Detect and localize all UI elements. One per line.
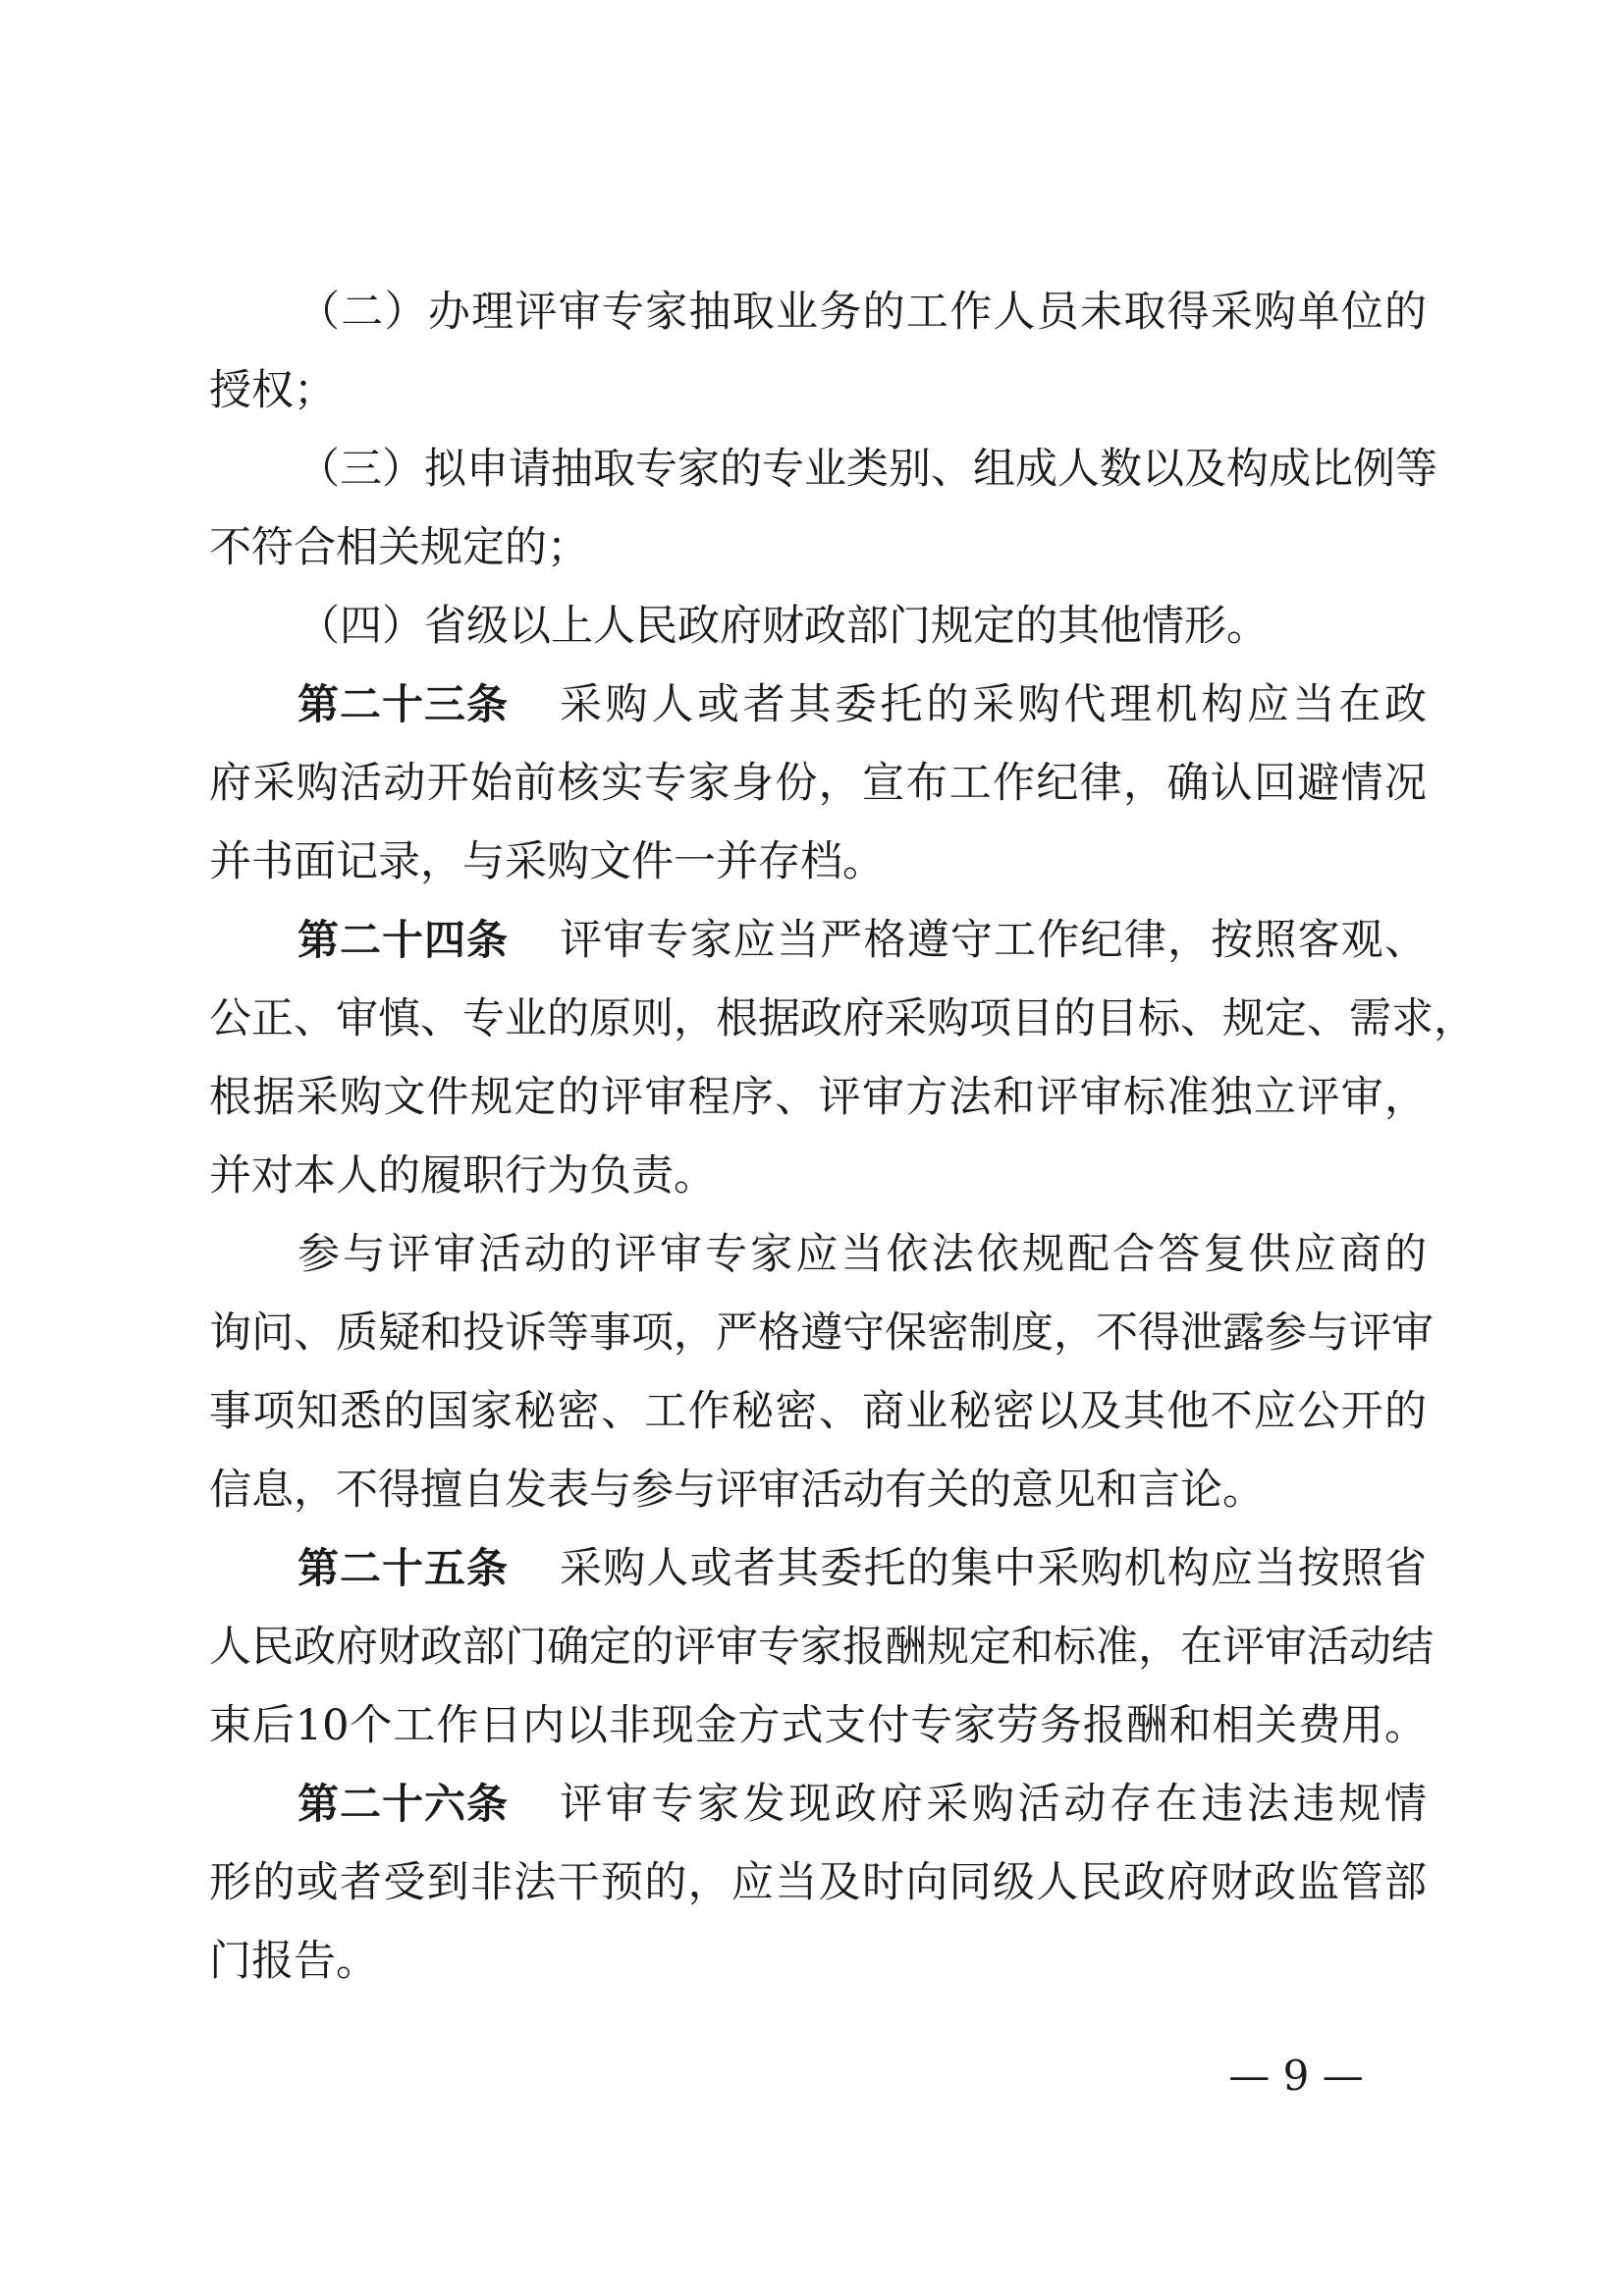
article-number: 第二十六条 bbox=[298, 1780, 510, 1828]
paragraph-line: 并书面记录，与采购文件一并存档。 bbox=[209, 837, 885, 886]
paragraph-line: 形的或者受到非法干预的，应当及时向同级人民政府财政监管部 bbox=[209, 1858, 1427, 1907]
paragraph-line: 并对本人的履职行为负责。 bbox=[209, 1151, 716, 1201]
paragraph-line: 门报告。 bbox=[209, 1937, 378, 1986]
paragraph-line: 询问、质疑和投诉等事项，严格遵守保密制度，不得泄露参与评审 bbox=[209, 1308, 1434, 1358]
paragraph-line: 参与评审活动的评审专家应当依法依规配合答复供应商的 bbox=[298, 1230, 1427, 1279]
paragraph-line: 府采购活动开始前核实专家身份，宣布工作纪律，确认回避情况 bbox=[209, 759, 1427, 808]
paragraph-line: 信息，不得擅自发表与参与评审活动有关的意见和言论。 bbox=[209, 1466, 1265, 1515]
paragraph-line: 人民政府财政部门确定的评审专家报酬规定和标准，在评审活动结 bbox=[209, 1623, 1434, 1672]
article-number: 第二十五条 bbox=[298, 1544, 510, 1592]
page-number: — 9 — bbox=[1228, 2052, 1364, 2100]
paragraph-line: 事项知悉的国家秘密、工作秘密、商业秘密以及其他不应公开的 bbox=[209, 1387, 1427, 1436]
article-23-first-line bbox=[298, 675, 1427, 734]
paragraph-line: （四）省级以上人民政府财政部门规定的其他情形。 bbox=[298, 602, 1269, 651]
paragraph-text: 采购人或者其委托的采购代理机构应当在政 bbox=[560, 680, 1427, 729]
paragraph-line: （三）拟申请抽取专家的专业类别、组成人数以及构成比例等 bbox=[298, 445, 1437, 494]
article-25-first-line bbox=[298, 1539, 1427, 1598]
paragraph-line: 授权； bbox=[209, 366, 336, 415]
paragraph-line: 束后10个工作日内以非现金方式支付专家劳务报酬和相关费用。 bbox=[209, 1701, 1427, 1750]
paragraph-text: 评审专家发现政府采购活动存在违法违规情 bbox=[560, 1780, 1427, 1829]
paragraph-line: 公正、审慎、专业的原则，根据政府采购项目的目标、规定、需求， bbox=[209, 994, 1476, 1043]
paragraph-line: （二）办理评审专家抽取业务的工作人员未取得采购单位的 bbox=[298, 288, 1427, 337]
article-number: 第二十三条 bbox=[298, 680, 510, 728]
paragraph-line: 根据采购文件规定的评审程序、评审方法和评审标准独立评审， bbox=[209, 1073, 1427, 1122]
article-number: 第二十四条 bbox=[298, 916, 510, 964]
article-26-first-line bbox=[298, 1775, 1427, 1834]
paragraph-line: 不符合相关规定的； bbox=[209, 523, 589, 572]
article-24-first-line bbox=[298, 911, 1427, 970]
paragraph-text: 评审专家应当严格遵守工作纪律，按照客观、 bbox=[560, 916, 1427, 965]
paragraph-text: 采购人或者其委托的集中采购机构应当按照省 bbox=[560, 1544, 1427, 1593]
